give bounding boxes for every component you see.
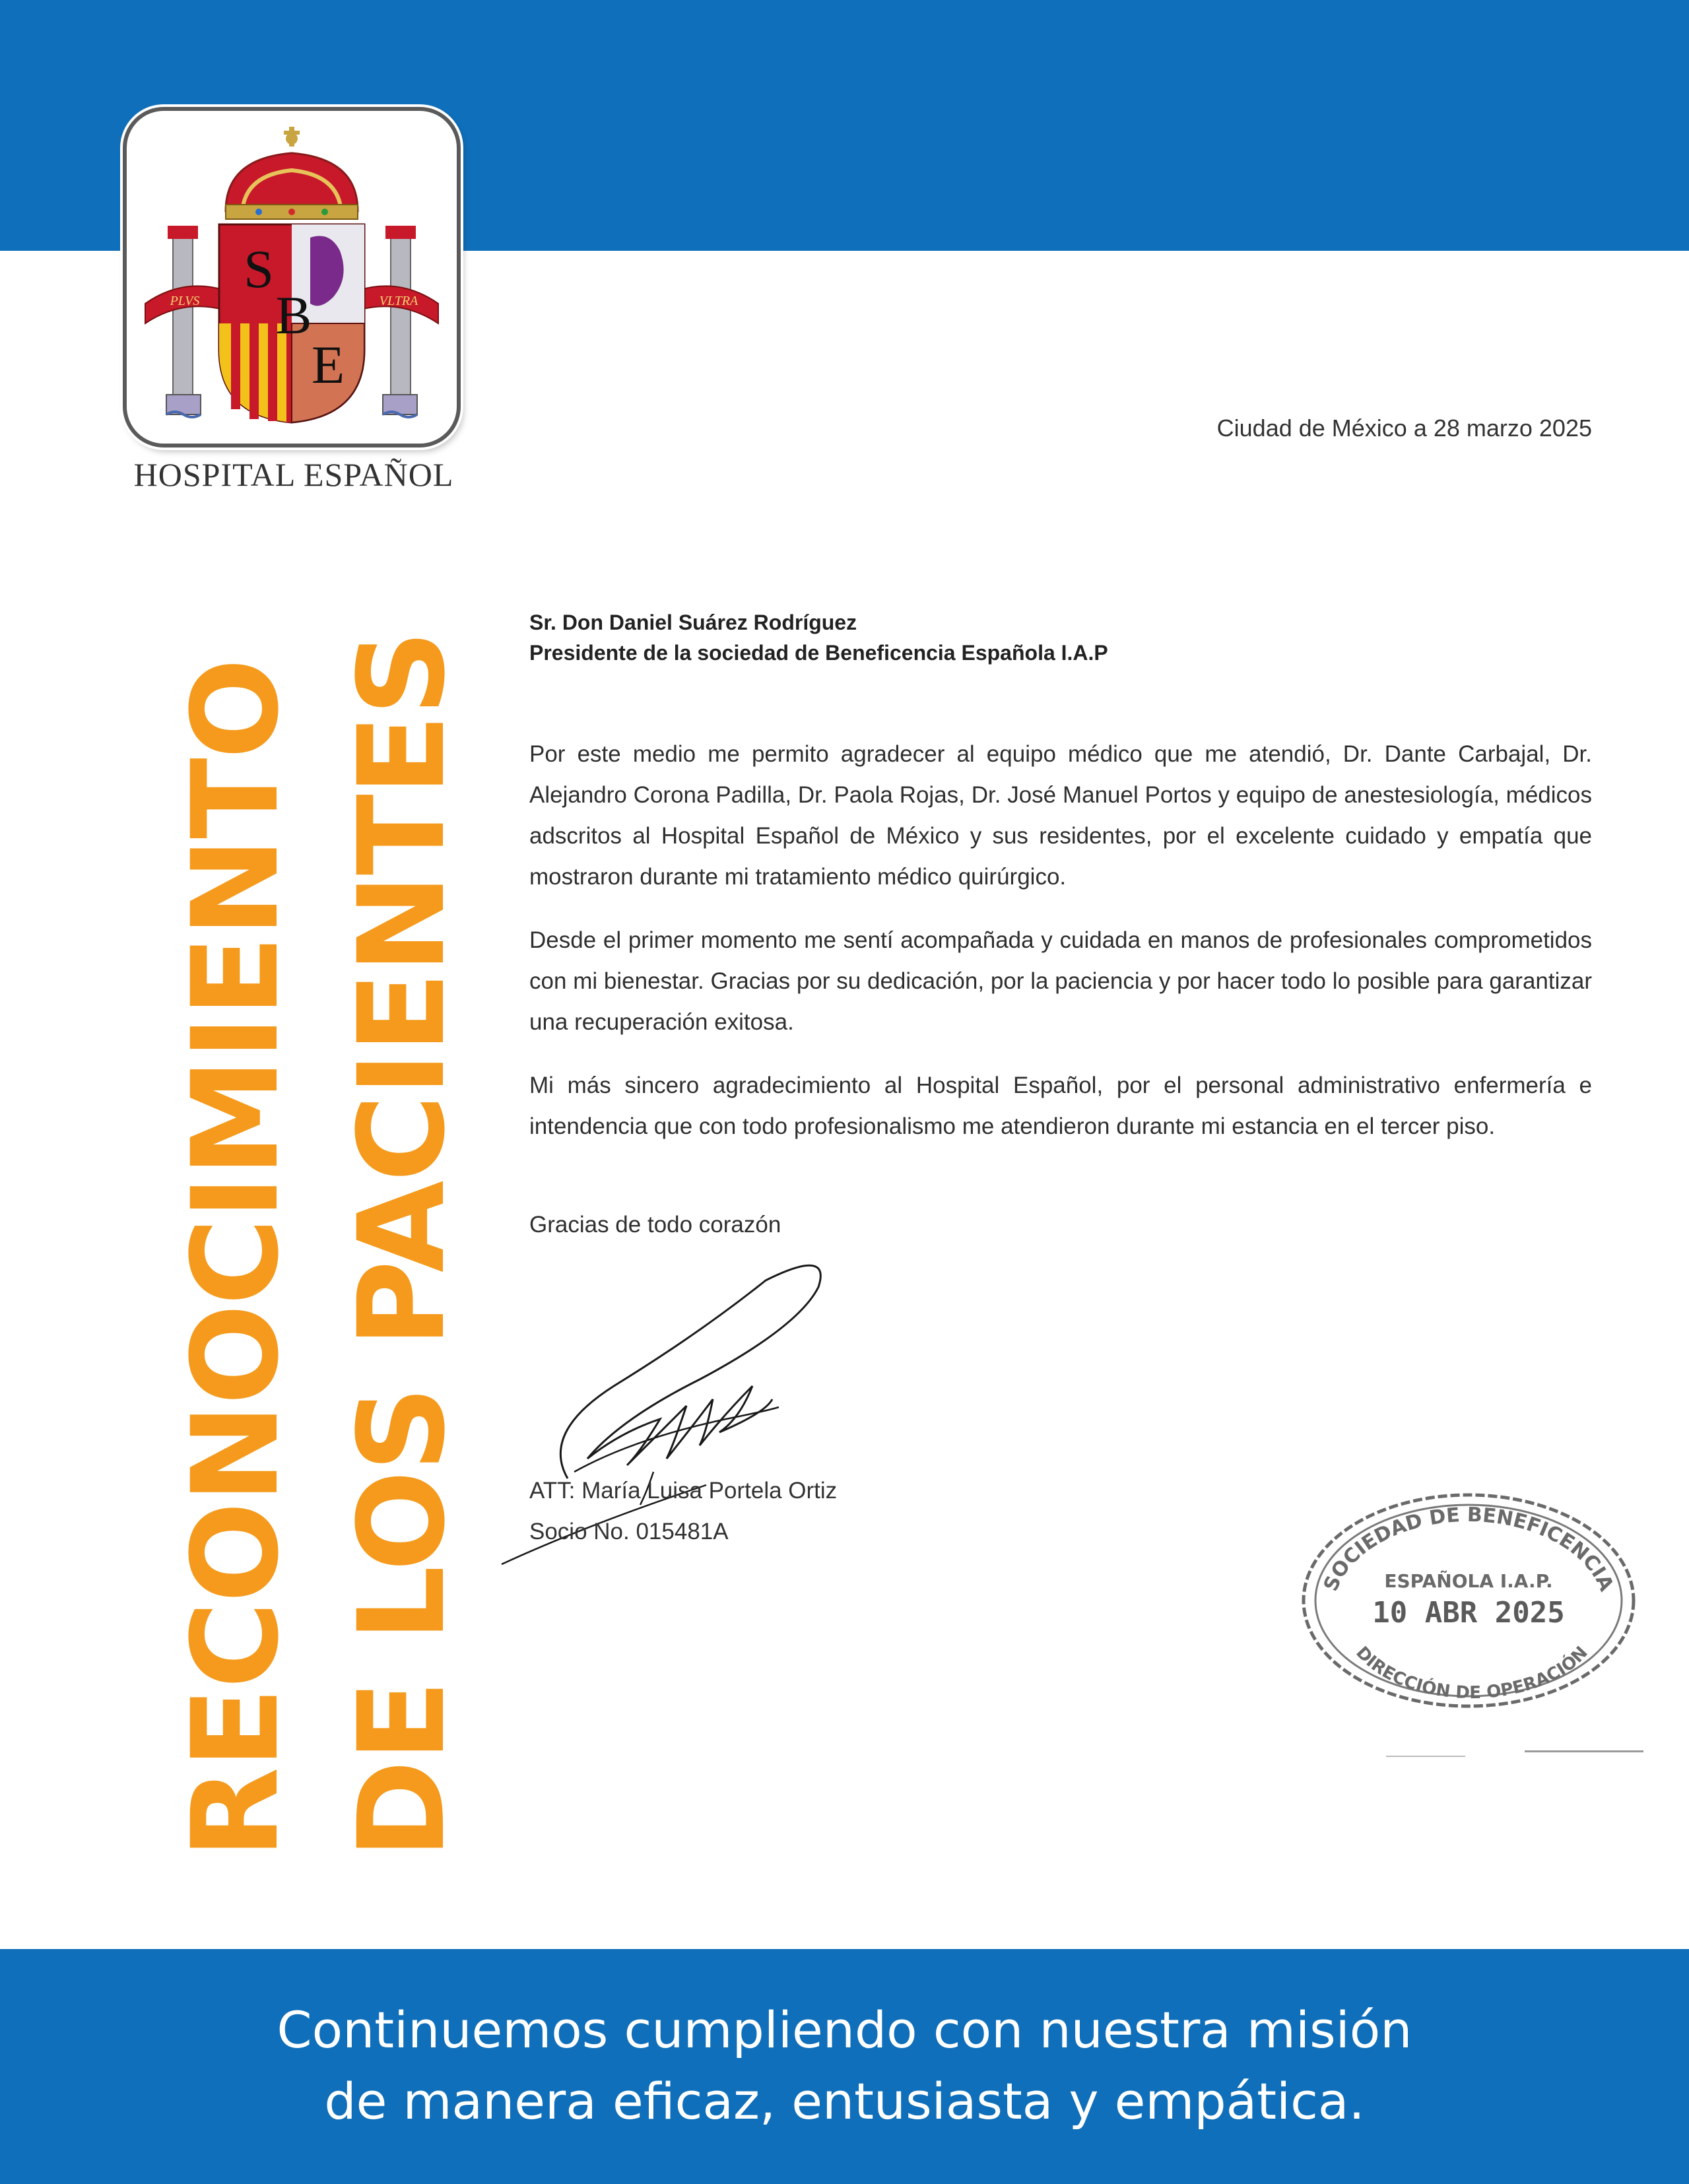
hospital-name: HOSPITAL ESPAÑOL [133, 456, 454, 493]
left-pillar-icon [166, 226, 201, 417]
crest-icon [127, 111, 457, 444]
letter-closing: Gracias de todo corazón [529, 1212, 781, 1238]
side-title-line-2: DE LOS PACIENTES [333, 631, 471, 1859]
scan-mark [1525, 1750, 1643, 1752]
letter-paragraph: Por este medio me permito agradecer al equipo médico que me atendió, Dr. Dante Carbajal, Dr. Alejandro Corona Padilla, Dr. Paola Rojas, Dr. José Manuel Portos y equipo de anestesiología, médicos adscritos al Hospital Español de México y sus residentes, por el excelente cuidado y empatía que mostraron durante mi tratamiento médico quirúrgico. [529, 741, 1592, 890]
addressee-name: Sr. Don Daniel Suárez Rodríguez [529, 611, 857, 634]
footer-line-2: de manera eficaz, entusiasta y empática. [324, 2072, 1365, 2131]
monogram-b: B [275, 285, 312, 345]
crown-icon [226, 127, 358, 219]
letter-paragraph: Desde el primer momento me sentí acompañada y cuidada en manos de profesionales comprometidos con mi bienestar. Gracias por su dedicación, por la paciencia y por hacer todo lo posible para garantizar una recuperación exitosa. [529, 927, 1592, 1035]
addressee-block [529, 607, 1585, 668]
side-title-line-1: RECONOCIMIENTO [167, 659, 305, 1859]
signer-name: ATT: María Luisa Portela Ortiz [529, 1478, 838, 1504]
stamp [1294, 1485, 1643, 1716]
monogram-s: S [244, 239, 274, 299]
hospital-logo [123, 107, 461, 447]
footer-message [0, 1995, 1689, 2137]
letter-paragraph: Mi más sincero agradecimiento al Hospital Español, por el personal administrativo enfermería e intendencia que con todo profesionalismo me atendieron durante mi estancia en el tercer piso. [529, 1073, 1592, 1139]
signature-block [529, 1471, 837, 1552]
side-title [153, 578, 486, 1859]
stamp-top-text: SOCIEDAD DE BENEFICENCIA [1319, 1503, 1618, 1595]
monogram-e: E [311, 335, 345, 395]
letter-date: Ciudad de México a 28 marzo 2025 [1216, 414, 1592, 442]
motto-left: PLVS [170, 294, 200, 308]
addressee-title: Presidente de la sociedad de Beneficencia Española I.A.P [529, 641, 1108, 665]
footer-line-1: Continuemos cumpliendo con nuestra misión [277, 2001, 1412, 2059]
right-pillar-icon [383, 226, 417, 417]
member-number: Socio No. 015481A [529, 1519, 729, 1544]
scan-mark [1386, 1756, 1465, 1757]
stamp-bottom-text: DIRECCIÓN DE OPERACIÓN [1352, 1643, 1592, 1704]
stamp-date: 10 ABR 2025 [1372, 1596, 1565, 1630]
motto-right: VLTRA [379, 294, 418, 308]
stamp-org: ESPAÑOLA I.A.P. [1384, 1570, 1553, 1592]
